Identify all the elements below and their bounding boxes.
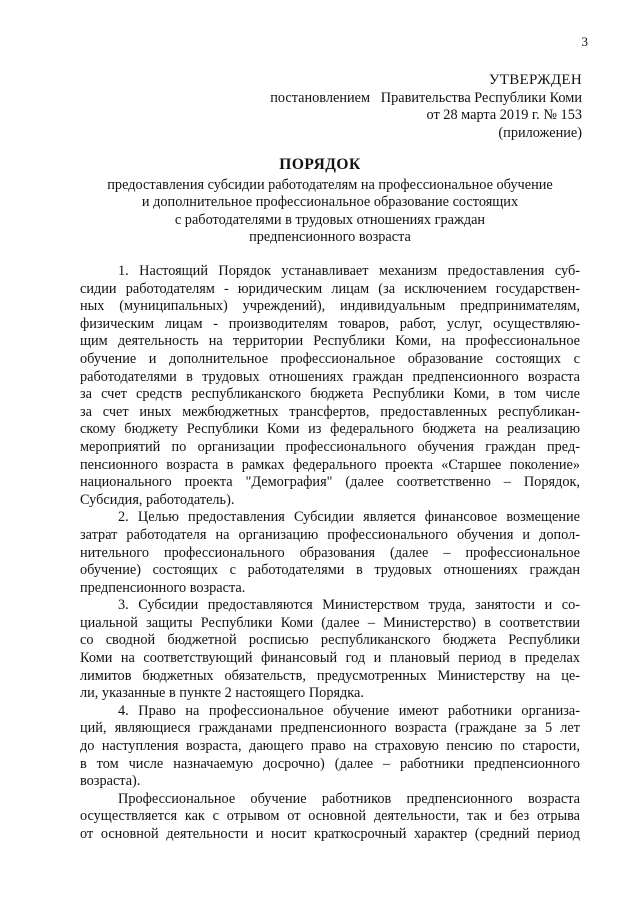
paragraph-line: обучение) состоящих с работодателями в трудовых отношениях граждан — [80, 562, 580, 579]
subtitle-line: предоставления субсидии работодателям на профессиональное обучение — [107, 177, 553, 193]
approval-line: (приложение) — [498, 124, 582, 141]
approval-line: от 28 марта 2019 г. № 153 — [426, 107, 582, 123]
paragraph-line: ций, являющиеся гражданами предпенсионного возраста (граждане за 5 лет — [80, 720, 580, 737]
paragraph-line: затрат работодателя на организацию профессионального обучения и допол- — [80, 526, 580, 543]
paragraph-line: ли, указанные в пункте 2 настоящего Порядка. — [80, 685, 364, 702]
paragraph-line: 3. Субсидии предоставляются Министерством труда, занятости и со- — [118, 597, 580, 614]
paragraph-line: возраста). — [80, 773, 141, 790]
paragraph-line: сидии работодателям - юридическим лицам (за исключением государствен- — [80, 280, 580, 297]
paragraph-line: циальной защиты Республики Коми (далее – Министерство) в соответствии — [80, 614, 580, 631]
approval-block — [270, 72, 582, 142]
paragraph-line: со сводной бюджетной росписью республиканского бюджета Республики — [80, 632, 580, 649]
paragraph — [80, 703, 580, 791]
paragraph-line: за счет средств республиканского бюджета Республики Коми, в том числе — [80, 386, 580, 403]
paragraph-line: нительного профессионального образования (далее – профессиональное — [80, 544, 580, 561]
paragraph-line: физическим лицам - производителям товаров, работ, услуг, осуществляю- — [80, 315, 580, 332]
paragraph-line: скому бюджету Республики Коми из федерального бюджета на реализацию — [80, 421, 580, 438]
paragraph-line: работодателями в трудовых отношениях граждан предпенсионного возраста — [80, 368, 580, 385]
document-body — [80, 263, 580, 844]
paragraph — [80, 597, 580, 703]
approval-line: постановлением Правительства Республики Коми — [270, 89, 582, 106]
paragraph-line: 1. Настоящий Порядок устанавливает механизм предоставления суб- — [118, 263, 580, 279]
paragraph-line: обучение и дополнительное профессиональное образование состоящих с — [80, 350, 580, 367]
paragraph-line: щим деятельность на территории Республики Коми, на профессиональное — [80, 333, 580, 350]
approval-stamp: УТВЕРЖДЕН — [488, 72, 582, 88]
paragraph-line: лимитов бюджетных обязательств, предусмотренных Министерству на це- — [80, 667, 580, 684]
paragraph-line: предпенсионного возраста. — [80, 579, 246, 596]
paragraph-line: до наступления возраста, дающего право на страховую пенсию по старости, — [80, 738, 580, 755]
paragraph-line: 2. Целью предоставления Субсидии является финансовое возмещение — [118, 509, 580, 526]
document-title: ПОРЯДОК — [279, 156, 361, 173]
paragraph — [80, 263, 580, 509]
paragraph — [80, 791, 580, 844]
paragraph-line: национального проекта "Демография" (далее соответственно – Порядок, — [80, 474, 580, 491]
paragraph-line: осуществляется как с отрывом от основной деятельности, так и без отрыва — [80, 808, 580, 825]
paragraph-line: за счет иных межбюджетных трансфертов, предоставленных республикан- — [80, 403, 580, 420]
document-subtitle — [0, 177, 640, 247]
subtitle-line: предпенсионного возраста — [249, 229, 411, 246]
subtitle-line: с работодателями в трудовых отношениях граждан — [174, 211, 486, 228]
paragraph-line: Профессиональное обучение работников предпенсионного возраста — [118, 790, 580, 807]
paragraph-line: в том числе назначаемую досрочно) (далее – работники предпенсионного — [80, 755, 580, 772]
subtitle-line: и дополнительное профессиональное образование состоящих — [141, 194, 519, 211]
paragraph-line: пенсионного возраста в рамках федерального проекта «Старшее поколение» — [80, 456, 580, 473]
paragraph — [80, 509, 580, 597]
paragraph-line: от основной деятельности и носит краткосрочный характер (средний период — [80, 826, 580, 842]
paragraph-line: мероприятий по организации профессионального обучения граждан пред- — [80, 438, 580, 455]
paragraph-line: Субсидия, работодатель). — [80, 491, 235, 508]
paragraph-line: Коми на соответствующий финансовый год и плановый период в пределах — [80, 650, 580, 667]
paragraph-line: 4. Право на профессиональное обучение имеют работники организа- — [118, 702, 580, 719]
page-number: 3 — [581, 34, 588, 49]
paragraph-line: ных (муниципальных) учреждений), индивидуальным предпринимателям, — [80, 298, 580, 315]
